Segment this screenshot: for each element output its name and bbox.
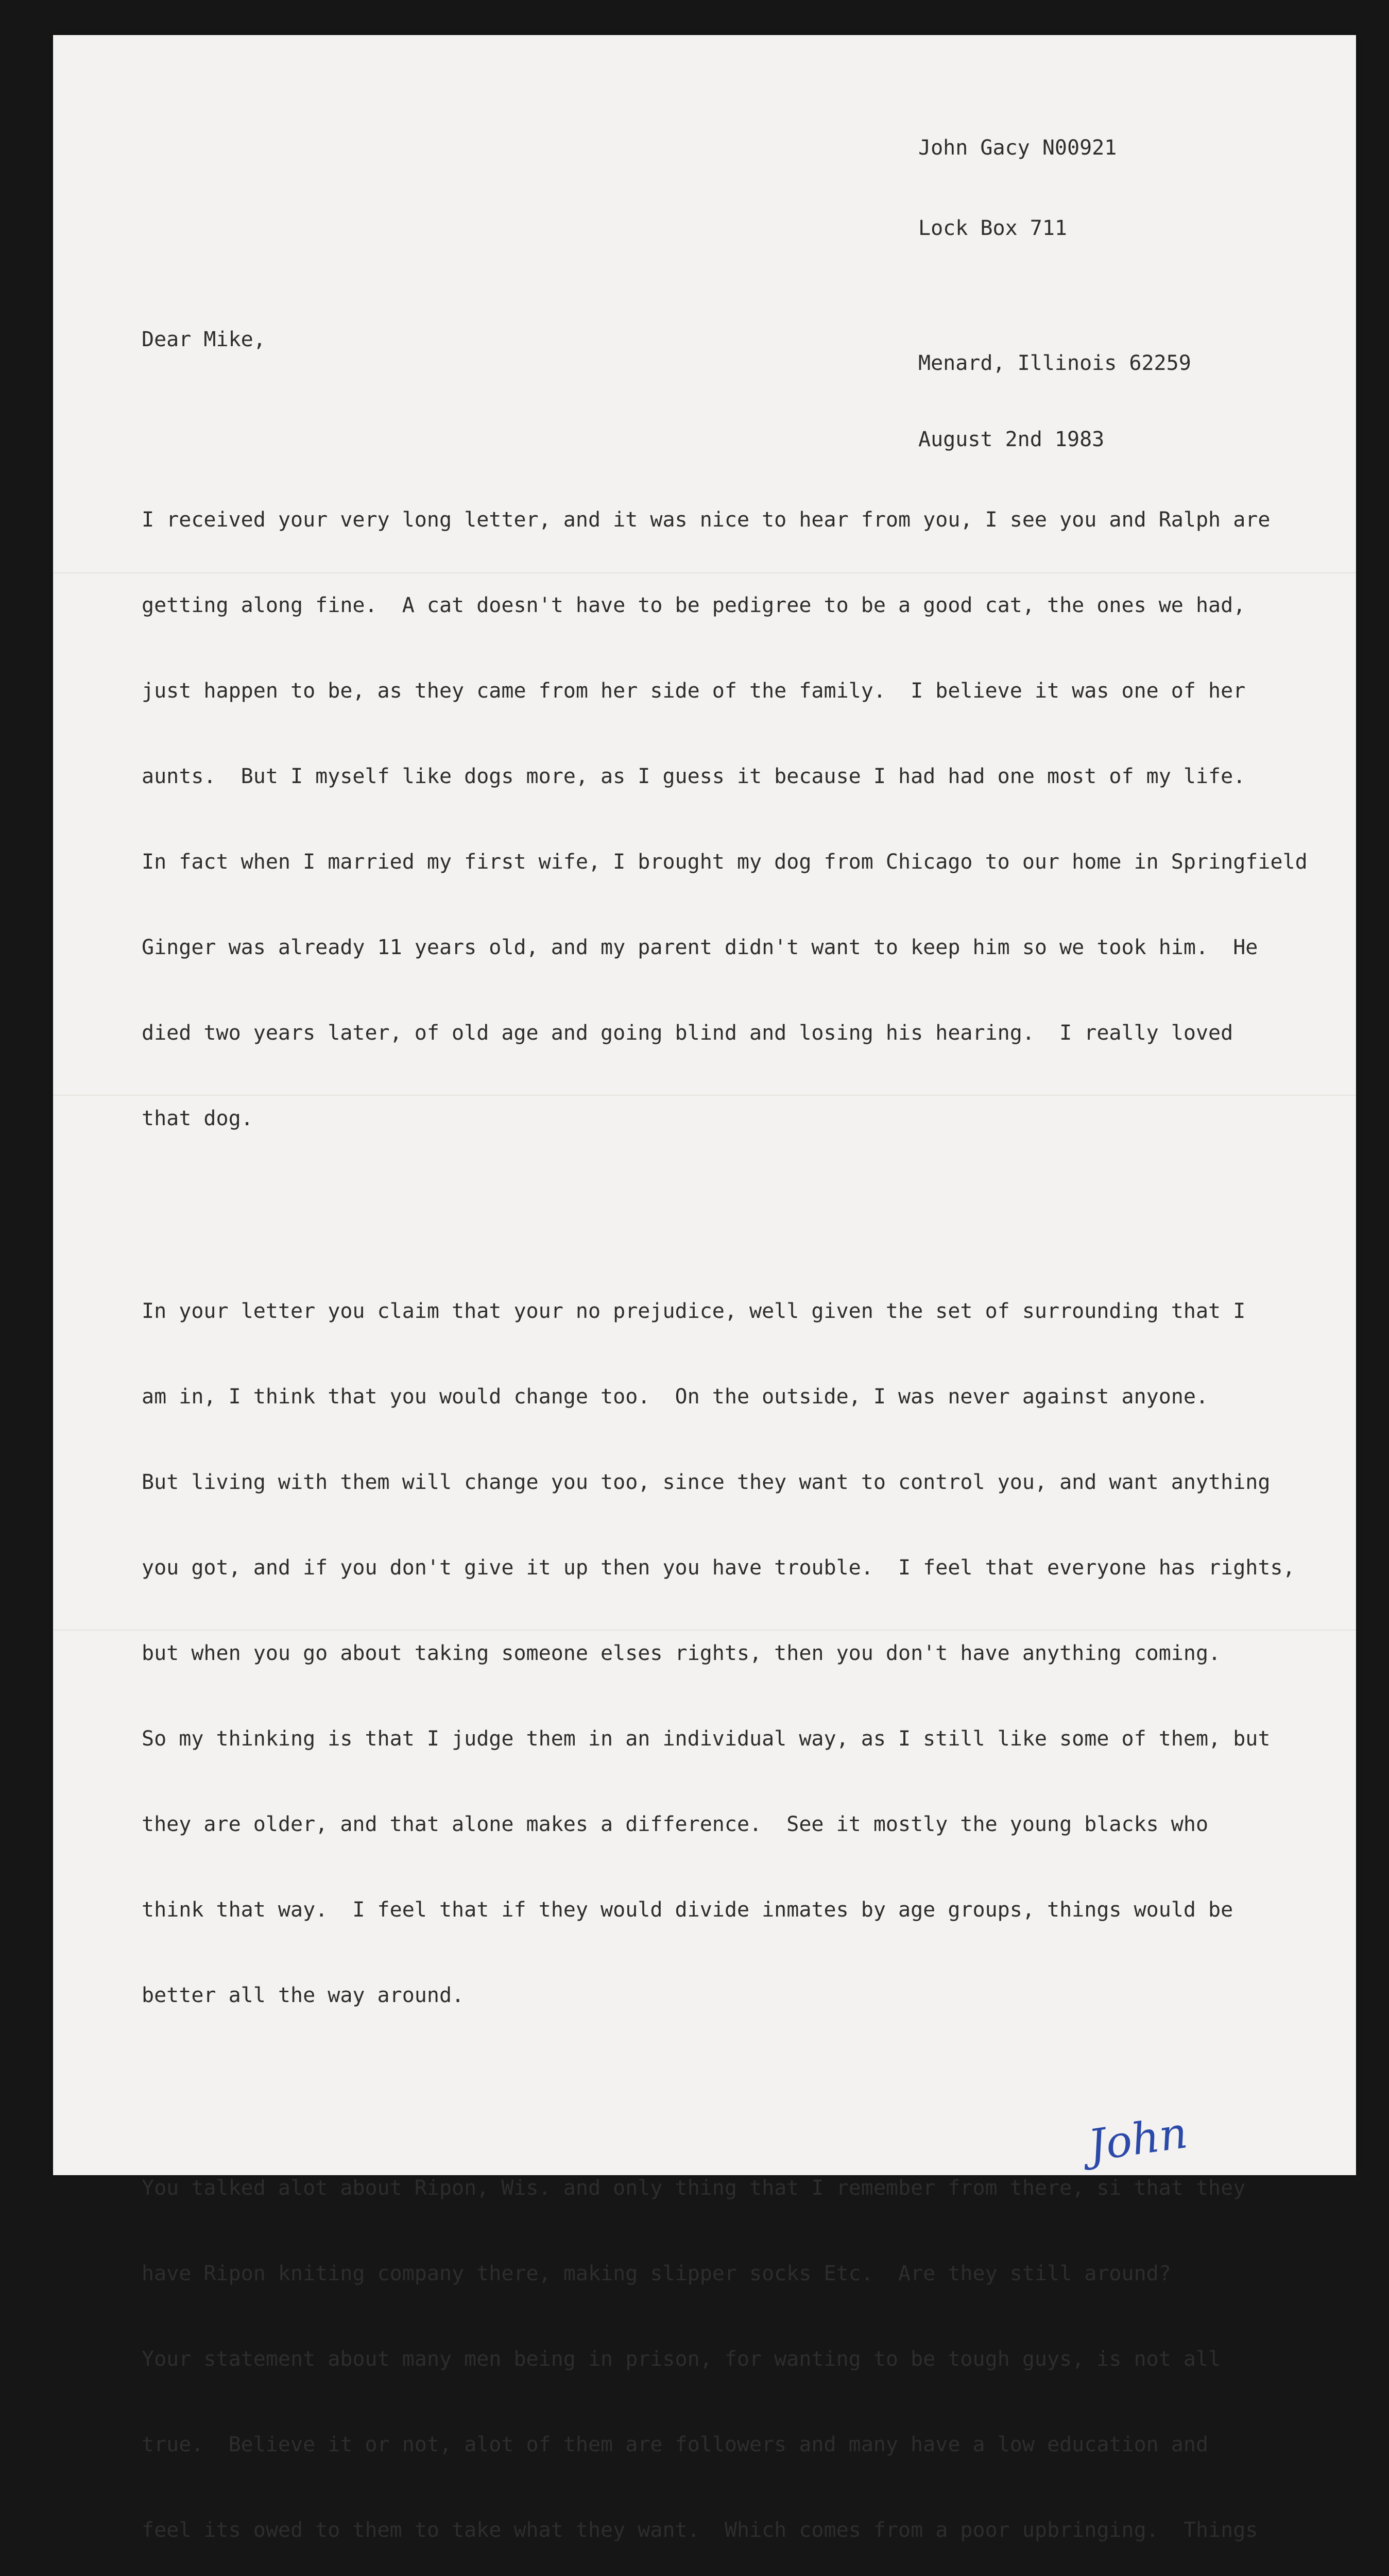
paragraph-line: So my thinking is that I judge them in an individual way, as I still like some of them, but: [142, 1727, 1271, 1751]
paragraph-line: feel its owed to them to take what they want. Which comes from a poor upbringing. Things: [142, 2518, 1258, 2542]
paragraph: [142, 2122, 1308, 2576]
paragraph-line: Ginger was already 11 years old, and my parent didn't want to keep him so we took him. He: [142, 936, 1258, 959]
paragraph-line: am in, I think that you would change too. On the outside, I was never against anyone.: [142, 1385, 1209, 1409]
paragraph-line: I received your very long letter, and it was nice to hear from you, I see you and Ralph are: [142, 508, 1271, 532]
paragraph-line: that dog.: [142, 1107, 253, 1130]
paragraph-line: better all the way around.: [142, 1984, 465, 2007]
paragraph-line: but when you go about taking someone elses rights, then you don't have anything coming.: [142, 1641, 1221, 1665]
paragraph-line: In fact when I married my first wife, I brought my dog from Chicago to our home in Springfield: [142, 850, 1308, 874]
paragraph-line: In your letter you claim that your no prejudice, well given the set of surrounding that I: [142, 1299, 1246, 1323]
letter-date: August 2nd 1983: [918, 428, 1105, 451]
paragraph-line: aunts. But I myself like dogs more, as I guess it because I had had one most of my life.: [142, 765, 1246, 788]
paragraph-line: getting along fine. A cat doesn't have to be pedigree to be a good cat, the ones we had,: [142, 594, 1246, 617]
paragraph-line: But living with them will change you too, since they want to control you, and want anything: [142, 1470, 1271, 1494]
handwritten-signature: John: [1085, 2107, 1191, 2171]
paragraph: [142, 453, 1308, 1185]
paragraph: [142, 1245, 1308, 2062]
sender-name-line: John Gacy N00921: [918, 136, 1117, 160]
letter-page: [53, 35, 1356, 2542]
letter-body: [142, 226, 1308, 2576]
paragraph-line: you got, and if you don't give it up then you have trouble. I feel that everyone has rights,: [142, 1556, 1295, 1580]
paragraph-line: You talked alot about Ripon, Wis. and only thing that I remember from there, si that they: [142, 2176, 1246, 2200]
paragraph-line: just happen to be, as they came from her side of the family. I believe it was one of her: [142, 679, 1246, 703]
paragraph-line: true. Believe it or not, alot of them are followers and many have a low education and: [142, 2433, 1209, 2456]
paragraph-line: died two years later, of old age and going blind and losing his hearing. I really loved: [142, 1021, 1233, 1045]
sender-lockbox-line: Lock Box 711: [918, 216, 1067, 240]
salutation-block: [142, 273, 1308, 406]
salutation: Dear Mike,: [142, 328, 266, 351]
paragraph-line: they are older, and that alone makes a difference. See it mostly the young blacks who: [142, 1812, 1209, 1836]
paragraph-line: have Ripon kniting company there, making slipper socks Etc. Are they still around?: [142, 2262, 1171, 2285]
paragraph-line: think that way. I feel that if they would divide inmates by age groups, things would be: [142, 1898, 1233, 1922]
sender-city-line: Menard, Illinois 62259: [918, 351, 1191, 375]
paragraph-line: Your statement about many men being in prison, for wanting to be tough guys, is not all: [142, 2347, 1221, 2371]
